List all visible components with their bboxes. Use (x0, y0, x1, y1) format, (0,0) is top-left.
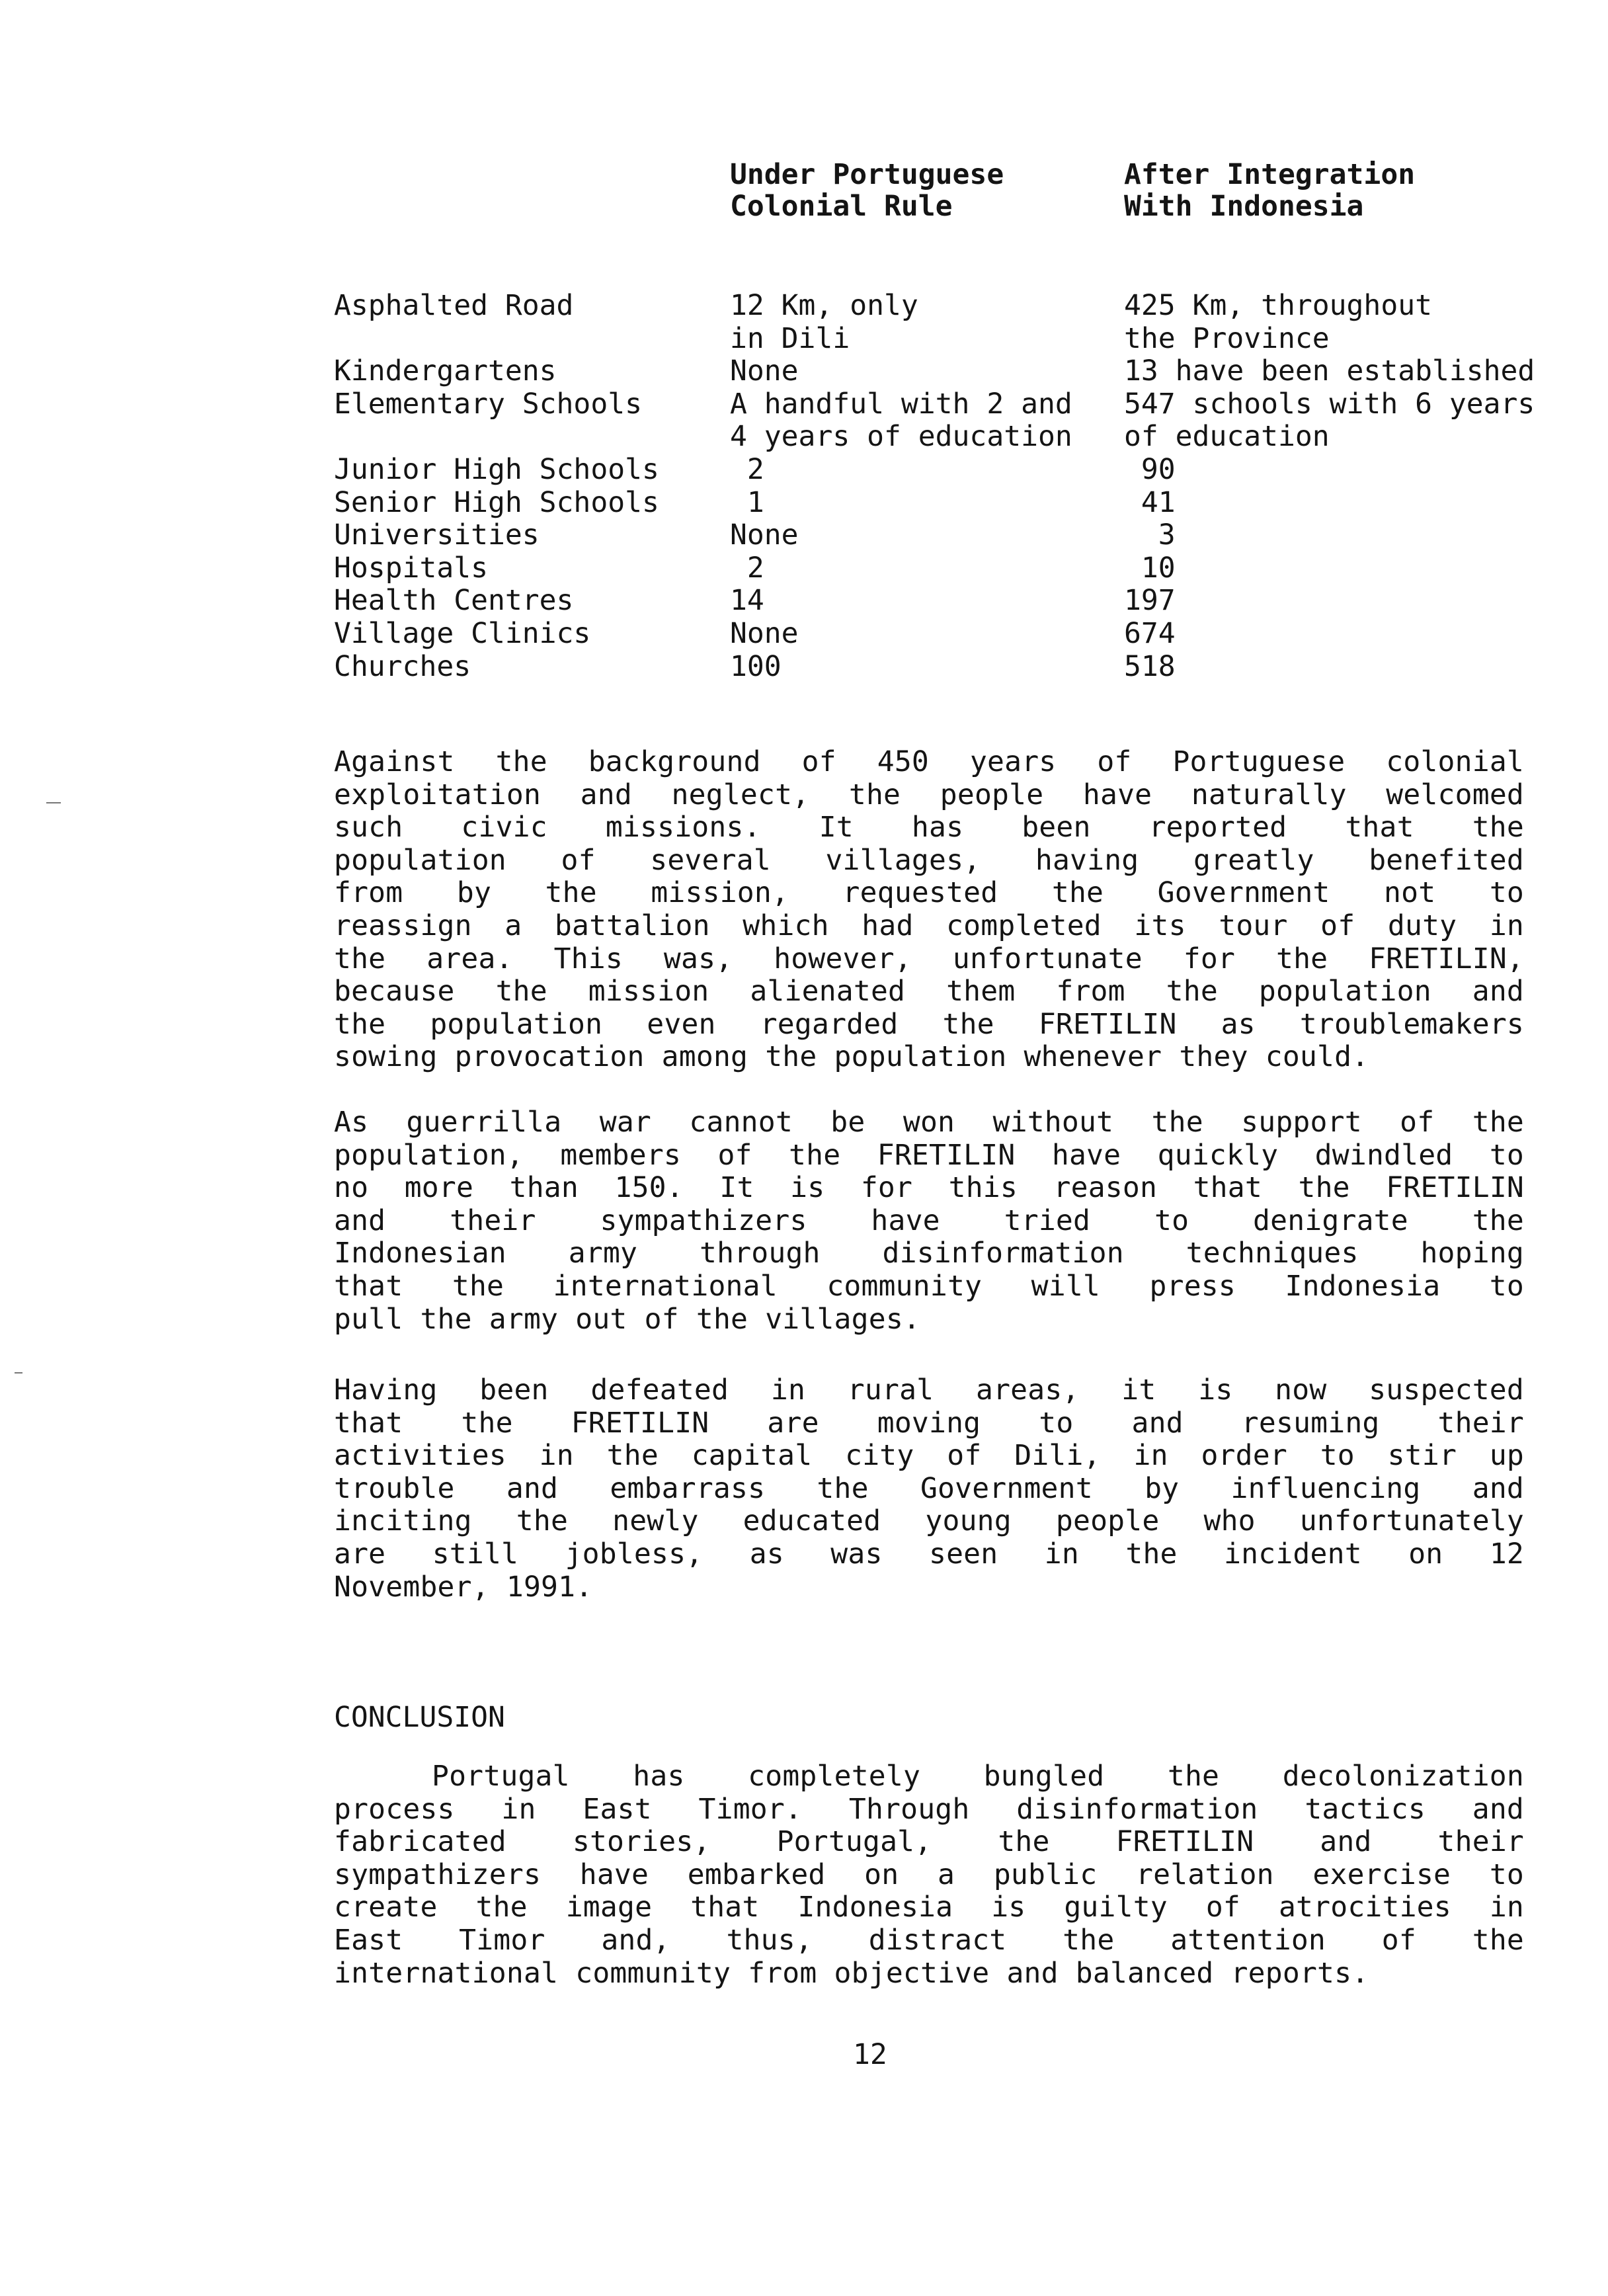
table-row (334, 552, 1524, 585)
text-line: reassign a battalion which had completed its tour of duty in (334, 909, 1524, 942)
row-label: Elementary Schools (334, 387, 642, 421)
value-after (1124, 388, 1535, 454)
header-after-integration (1124, 159, 1415, 222)
paragraph-dili-activities (334, 1374, 1524, 1604)
text-line: the area. This was, however, unfortunate for the FRETILIN, (334, 942, 1524, 975)
header-line: Under Portuguese (730, 158, 1004, 191)
value-before (730, 355, 799, 388)
value-after (1124, 618, 1176, 651)
cell-line: 425 Km, throughout (1124, 289, 1432, 322)
table-row (334, 651, 1524, 684)
cell-line: 197 (1124, 584, 1176, 618)
cell-line: 41 (1124, 485, 1176, 519)
text-line: inciting the newly educated young people who unfortunately (334, 1504, 1524, 1538)
cell-line: 10 (1124, 551, 1176, 585)
row-label: Village Clinics (334, 616, 591, 650)
value-before (730, 519, 799, 552)
cell-line: 14 (730, 584, 764, 618)
cell-line: None (730, 616, 799, 650)
table-row (334, 290, 1524, 355)
text-line: fabricated stories, Portugal, the FRETILIN and their (334, 1825, 1524, 1859)
row-label: Asphalted Road (334, 289, 574, 322)
cell-line: 3 (1124, 518, 1176, 552)
text-line: Against the background of 450 years of Portuguese colonial (334, 745, 1524, 778)
value-after (1124, 290, 1432, 355)
text-line: process in East Timor. Through disinformation tactics and (334, 1792, 1524, 1826)
row-label: Hospitals (334, 551, 488, 585)
text-line: sowing provocation among the population whenever they could. (334, 1040, 1369, 1074)
row-label: Universities (334, 518, 540, 552)
cell-line: of education (1124, 420, 1330, 454)
paragraph-civic-missions (334, 746, 1524, 1074)
text-line: Indonesian army through disinformation techniques hoping (334, 1237, 1524, 1270)
text-line: the population even regarded the FRETILIN as troublemakers (334, 1007, 1524, 1041)
header-portuguese-rule (730, 159, 1004, 222)
text-line: international community from objective and balanced reports. (334, 1956, 1369, 1990)
cell-line: in Dili (730, 321, 850, 355)
table-row (334, 519, 1524, 552)
table-body (334, 289, 1535, 683)
value-after (1124, 519, 1176, 552)
header-line: With Indonesia (1124, 190, 1364, 223)
text-line: that the international community will press Indonesia to (334, 1269, 1524, 1303)
row-label: Churches (334, 649, 471, 683)
cell-line: 2 (730, 551, 764, 585)
header-line: Colonial Rule (730, 190, 953, 223)
cell-line: 2 (730, 452, 764, 486)
cell-line: 674 (1124, 616, 1176, 650)
value-after (1124, 585, 1176, 618)
row-label: Senior High Schools (334, 485, 659, 519)
row-label: Junior High Schools (334, 452, 659, 486)
text-line: Having been defeated in rural areas, it is now suspected (334, 1374, 1524, 1407)
value-after (1124, 454, 1176, 487)
cell-line: 547 schools with 6 years (1124, 387, 1535, 421)
cell-line: the Province (1124, 321, 1330, 355)
table-header (334, 159, 1524, 238)
table-row (334, 585, 1524, 618)
text-line: that the FRETILIN are moving to and resuming their (334, 1406, 1524, 1440)
paragraph-conclusion (334, 1760, 1524, 1990)
text-line: no more than 150. It is for this reason that the FRETILIN (334, 1171, 1524, 1205)
scan-mark (46, 802, 61, 803)
cell-line: 1 (730, 485, 764, 519)
row-label: Kindergartens (334, 354, 557, 388)
text-line: because the mission alienated them from the population and (334, 975, 1524, 1008)
page-number: 12 (853, 2038, 887, 2071)
text-line: trouble and embarrass the Government by influencing and (334, 1471, 1524, 1505)
text-line: are still jobless, as was seen in the incident on 12 (334, 1537, 1524, 1571)
cell-line: A handful with 2 and (730, 387, 1072, 421)
text-line: create the image that Indonesia is guilty of atrocities in (334, 1891, 1524, 1924)
conclusion-heading: CONCLUSION (334, 1701, 505, 1734)
cell-line: None (730, 354, 799, 388)
paragraph-guerrilla-war (334, 1106, 1524, 1336)
text-line: population of several villages, having greatly benefited (334, 843, 1524, 877)
text-line: As guerrilla war cannot be won without the support of the (334, 1106, 1524, 1139)
text-line: Portugal has completely bungled the decolonization (432, 1760, 1524, 1793)
cell-line: 90 (1124, 452, 1176, 486)
cell-line: None (730, 518, 799, 552)
value-after (1124, 355, 1535, 388)
text-line: exploitation and neglect, the people have naturally welcomed (334, 778, 1524, 811)
text-line: and their sympathizers have tried to denigrate the (334, 1204, 1524, 1237)
table-row (334, 454, 1524, 487)
text-line: November, 1991. (334, 1570, 593, 1604)
table-row (334, 354, 1535, 388)
text-line: pull the army out of the villages. (334, 1302, 920, 1336)
row-label: Health Centres (334, 584, 574, 618)
cell-line: 100 (730, 649, 782, 683)
value-after (1124, 651, 1176, 684)
value-before (730, 388, 1072, 454)
text-line: such civic missions. It has been reported that the (334, 811, 1524, 844)
value-before (730, 618, 799, 651)
text-line: population, members of the FRETILIN have quickly dwindled to (334, 1138, 1524, 1172)
value-after (1124, 552, 1176, 585)
value-before (730, 487, 764, 520)
cell-line: 4 years of education (730, 420, 1072, 454)
text-line: activities in the capital city of Dili, in order to stir up (334, 1439, 1524, 1473)
table-row (334, 487, 1524, 520)
value-before (730, 290, 918, 355)
value-before (730, 585, 764, 618)
cell-line: 13 have been established (1124, 354, 1535, 388)
scan-mark (15, 1372, 22, 1374)
cell-line: 518 (1124, 649, 1176, 683)
value-before (730, 454, 764, 487)
value-before (730, 651, 782, 684)
text-line: from by the mission, requested the Government not to (334, 876, 1524, 910)
value-before (730, 552, 764, 585)
table-row (334, 387, 1535, 454)
value-after (1124, 487, 1176, 520)
text-line: sympathizers have embarked on a public relation exercise to (334, 1858, 1524, 1891)
text-line: East Timor and, thus, distract the attention of the (334, 1923, 1524, 1957)
table-row (334, 618, 1524, 651)
header-line: After Integration (1124, 158, 1416, 191)
cell-line: 12 Km, only (730, 289, 918, 322)
